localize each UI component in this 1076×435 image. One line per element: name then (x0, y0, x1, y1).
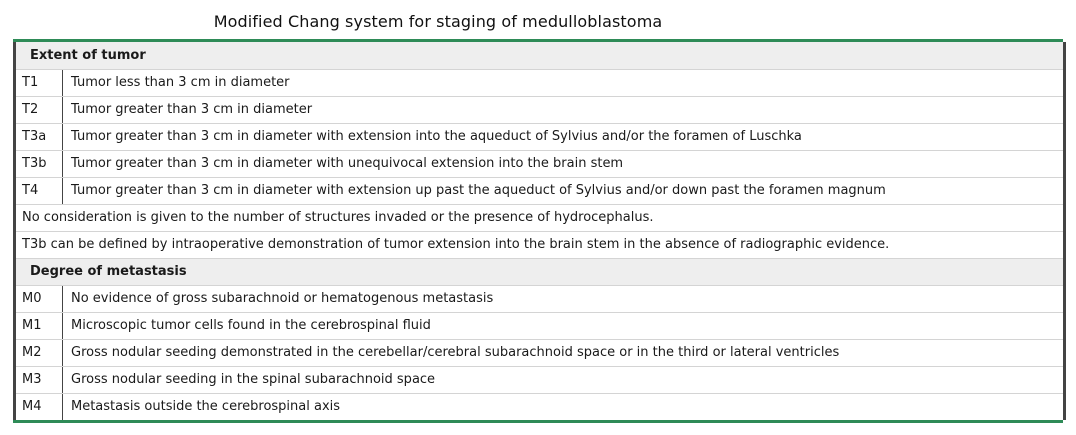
stage-code: M4 (15, 393, 63, 420)
table-row (15, 150, 1065, 177)
stage-description: Tumor greater than 3 cm in diameter with unequivocal extension into the brain stem (63, 150, 1065, 177)
table-row (15, 96, 1065, 123)
table-row (15, 123, 1065, 150)
stage-description: Tumor greater than 3 cm in diameter (63, 96, 1065, 123)
table-note: T3b can be defined by intraoperative demonstration of tumor extension into the brain stem in the absence of radiographic evidence. (15, 231, 1065, 258)
table-row (15, 393, 1065, 420)
stage-description: Tumor less than 3 cm in diameter (63, 69, 1065, 96)
section-header-row (15, 258, 1065, 285)
stage-code: T4 (15, 177, 63, 204)
table-row (15, 285, 1065, 312)
table-row (15, 339, 1065, 366)
stage-code: T3a (15, 123, 63, 150)
table-row (15, 177, 1065, 204)
section-heading-extent: Extent of tumor (15, 42, 1065, 69)
stage-description: No evidence of gross subarachnoid or hematogenous metastasis (63, 285, 1065, 312)
stage-code: T1 (15, 69, 63, 96)
stage-description: Tumor greater than 3 cm in diameter with extension into the aqueduct of Sylvius and/or the foramen of Luschka (63, 123, 1065, 150)
staging-table-container (13, 39, 1063, 423)
section-header-row (15, 42, 1065, 69)
stage-code: M3 (15, 366, 63, 393)
stage-description: Metastasis outside the cerebrospinal axis (63, 393, 1065, 420)
stage-description: Gross nodular seeding in the spinal subarachnoid space (63, 366, 1065, 393)
stage-code: T2 (15, 96, 63, 123)
table-row (15, 312, 1065, 339)
staging-table (13, 42, 1066, 420)
stage-description: Tumor greater than 3 cm in diameter with extension up past the aqueduct of Sylvius and/or down past the foramen magnum (63, 177, 1065, 204)
stage-description: Microscopic tumor cells found in the cerebrospinal fluid (63, 312, 1065, 339)
stage-code: M1 (15, 312, 63, 339)
stage-code: M2 (15, 339, 63, 366)
table-note: No consideration is given to the number of structures invaded or the presence of hydrocephalus. (15, 204, 1065, 231)
stage-code: M0 (15, 285, 63, 312)
stage-code: T3b (15, 150, 63, 177)
stage-description: Gross nodular seeding demonstrated in the cerebellar/cerebral subarachnoid space or in the third or lateral ventricles (63, 339, 1065, 366)
note-row (15, 204, 1065, 231)
section-heading-metastasis: Degree of metastasis (15, 258, 1065, 285)
table-row (15, 366, 1065, 393)
table-title: Modified Chang system for staging of medulloblastoma (213, 12, 663, 31)
note-row (15, 231, 1065, 258)
table-row (15, 69, 1065, 96)
